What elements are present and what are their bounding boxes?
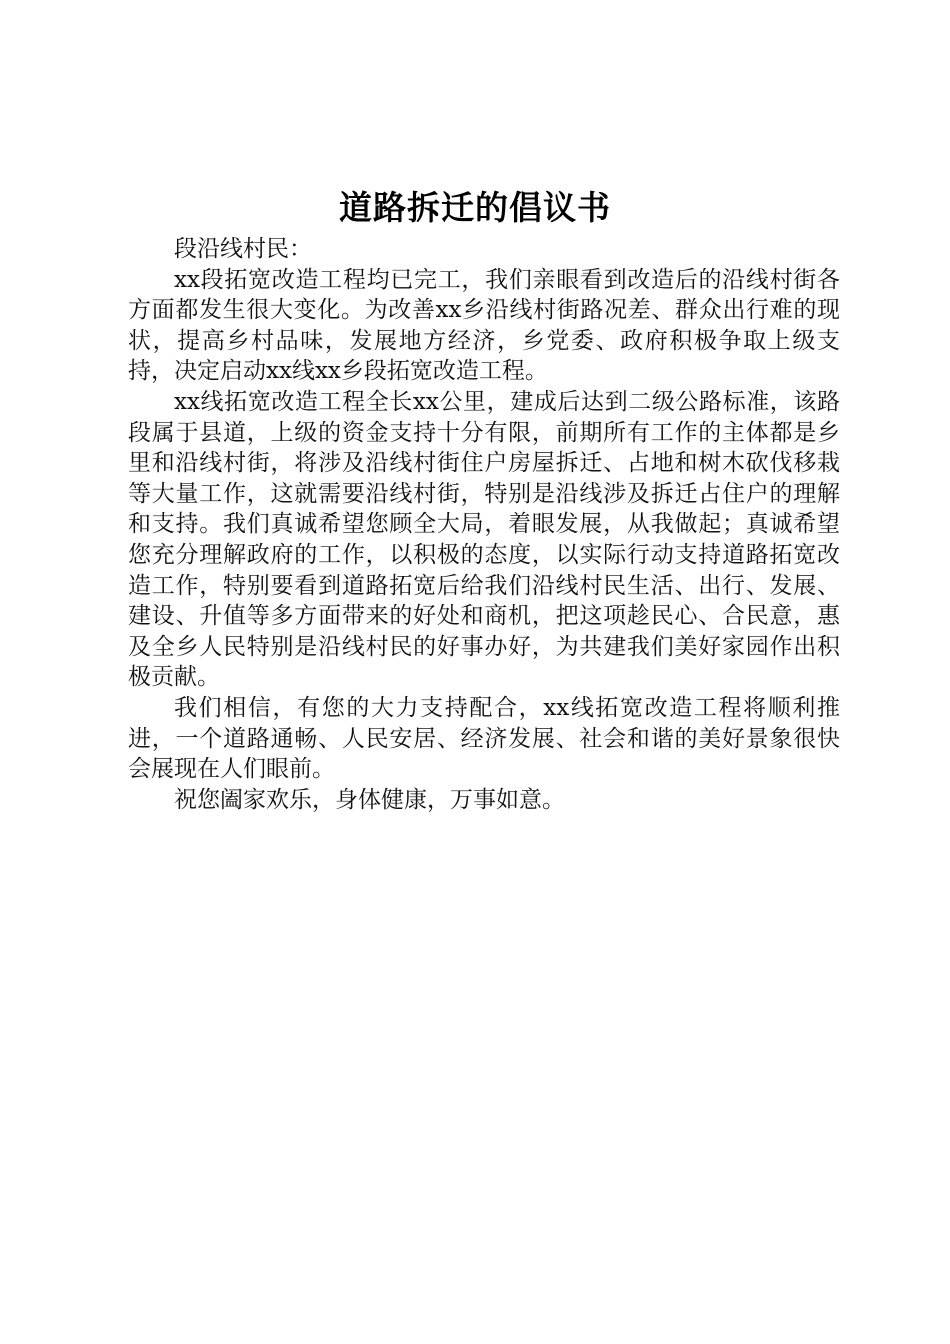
document-body xyxy=(128,234,840,815)
paragraph-2: xx线拓宽改造工程全长xx公里，建成后达到二级公路标准，该路段属于县道，上级的资金支持十分有限，前期所有工作的主体都是乡里和沿线村街，将涉及沿线村街住户房屋拆迁、占地和树木砍伐移栽等大量工作，这就需要沿线村街，特别是沿线涉及拆迁占住户的理解和支持。我们真诚希望您顾全大局，着眼发展，从我做起；真诚希望您充分理解政府的工作，以积极的态度，以实际行动支持道路拓宽改造工作，特别要看到道路拓宽后给我们沿线村民生活、出行、发展、建设、升值等多方面带来的好处和商机，把这项趁民心、合民意，惠及全乡人民特别是沿线村民的好事办好，为共建我们美好家园作出积极贡献。 xyxy=(128,388,840,691)
closing-wishes: 祝您阖家欢乐，身体健康，万事如意。 xyxy=(174,786,565,813)
paragraph-1: xx段拓宽改造工程均已完工，我们亲眼看到改造后的沿线村街各方面都发生很大变化。为改善xx乡沿线村街路况差、群众出行难的现状，提高乡村品味，发展地方经济，乡党委、政府积极争取上级支持，决定启动xx线xx乡段拓宽改造工程。 xyxy=(128,266,840,385)
salutation: 段沿线村民： xyxy=(174,236,312,262)
paragraph-3: 我们相信，有您的大力支持配合，xx线拓宽改造工程将顺利推进，一个道路通畅、人民安居、经济发展、社会和谐的美好景象很快会展现在人们眼前。 xyxy=(128,694,840,783)
document-title: 道路拆迁的倡议书 xyxy=(339,188,611,227)
